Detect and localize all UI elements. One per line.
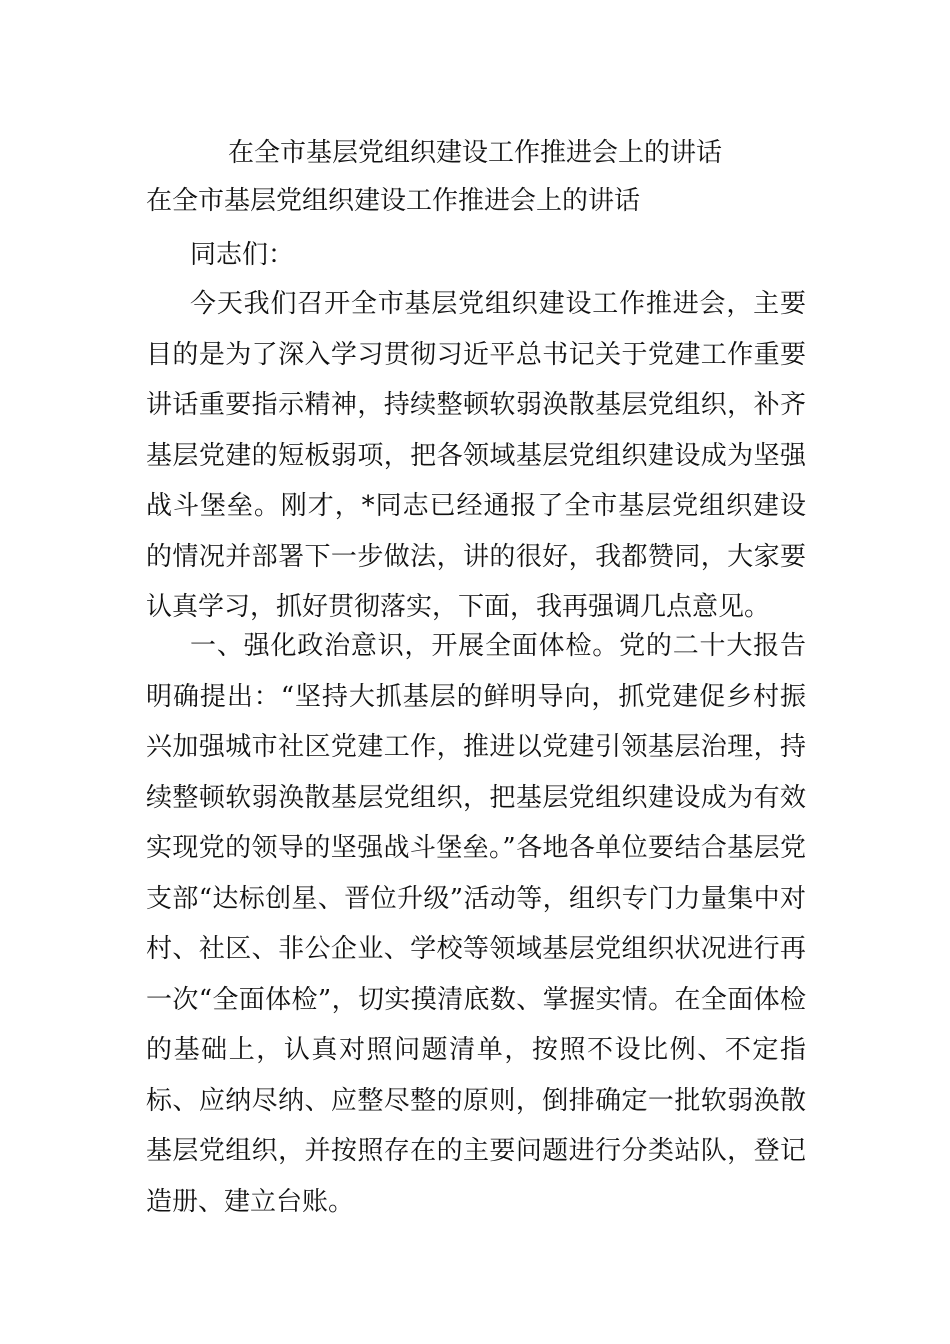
greeting: 同志们：: [190, 240, 295, 270]
document-title: 在全市基层党组织建设工作推进会上的讲话: [227, 138, 722, 168]
document-subtitle: 在全市基层党组织建设工作推进会上的讲话: [146, 186, 641, 216]
paragraph-opening: 今天我们召开全市基层党组织建设工作推进会，主要目的是为了深入学习贯彻习近平总书记关于党建工作重要讲话重要指示精神，持续整顿软弱涣散基层党组织，补齐基层党建的短板弱项，把各领域基层党组织建设成为坚强战斗堡垒。刚才，*同志已经通报了全市基层党组织建设的情况并部署下一步做法，讲的很好，我都赞同，大家要认真学习，抓好贯彻落实，下面，我再强调几点意见。: [146, 289, 806, 622]
paragraph-point-one: 一、强化政治意识，开展全面体检。党的二十大报告明确提出：“坚持大抓基层的鲜明导向，抓党建促乡村振兴加强城市社区党建工作，推进以党建引领基层治理，持续整顿软弱涣散基层党组织，把基层党组织建设成为有效实现党的领导的坚强战斗堡垒。”各地各单位要结合基层党支部“达标创星、晋位升级”活动等，组织专门力量集中对村、社区、非公企业、学校等领域基层党组织状况进行再一次“全面体检”，切实摸清底数、掌握实情。在全面体检的基础上，认真对照问题清单，按照不设比例、不定指标、应纳尽纳、应整尽整的原则，倒排确定一批软弱涣散基层党组织，并按照存在的主要问题进行分类站队，登记造册、建立台账。: [146, 631, 806, 1217]
